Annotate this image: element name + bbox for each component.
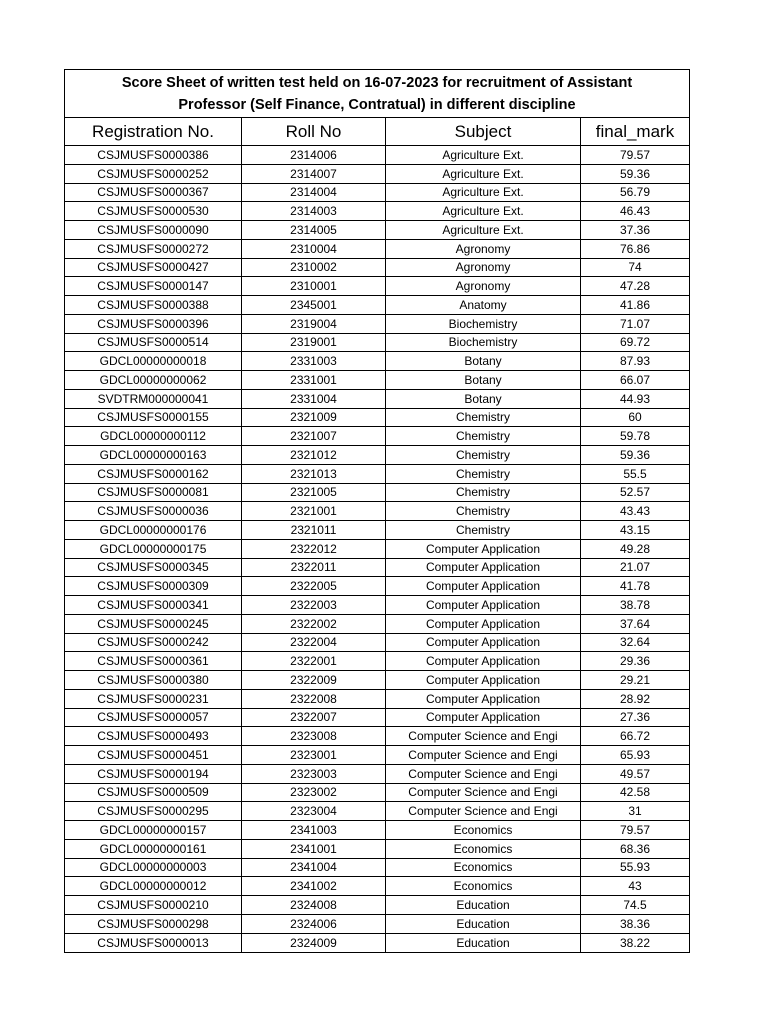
subject-cell: Economics (386, 821, 581, 839)
subject-cell: Economics (386, 859, 581, 877)
subject-cell: Computer Application (386, 540, 581, 558)
final-mark-cell: 52.57 (619, 485, 651, 500)
table-row (65, 690, 689, 709)
subject-cell: Economics (386, 877, 581, 895)
registration-no-cell: CSJMUSFS0000252 (65, 165, 242, 183)
final-mark-cell: 76.86 (619, 241, 651, 256)
table-row (65, 915, 689, 934)
roll-no-cell: 2324009 (242, 934, 386, 953)
final-mark-cell: 47.28 (619, 279, 651, 294)
registration-no-cell: CSJMUSFS0000298 (65, 915, 242, 933)
table-row (65, 409, 689, 428)
registration-no-cell: CSJMUSFS0000345 (65, 559, 242, 577)
final-mark-cell: 44.93 (619, 391, 651, 406)
final-mark-cell: 71.07 (619, 316, 651, 331)
final-mark-cell: 59.36 (619, 447, 651, 462)
registration-no-cell: CSJMUSFS0000013 (65, 934, 242, 953)
final-mark-cell: 31 (628, 804, 642, 819)
table-row (65, 896, 689, 915)
subject-cell: Biochemistry (386, 334, 581, 352)
table-row (65, 671, 689, 690)
roll-no-cell: 2322011 (242, 559, 386, 577)
table-row (65, 821, 689, 840)
subject-cell: Botany (386, 352, 581, 370)
registration-no-cell: CSJMUSFS0000155 (65, 409, 242, 427)
registration-no-cell: CSJMUSFS0000367 (65, 184, 242, 202)
final-mark-cell: 41.78 (619, 579, 651, 594)
subject-cell: Computer Application (386, 709, 581, 727)
roll-no-cell: 2323008 (242, 727, 386, 745)
table-row (65, 259, 689, 278)
table-row (65, 784, 689, 803)
registration-no-cell: CSJMUSFS0000162 (65, 465, 242, 483)
roll-no-cell: 2341001 (242, 840, 386, 858)
roll-no-cell: 2321001 (242, 502, 386, 520)
final-mark-cell: 79.57 (619, 822, 651, 837)
final-mark-cell: 42.58 (619, 785, 651, 800)
registration-no-cell: GDCL00000000018 (65, 352, 242, 370)
table-row (65, 390, 689, 409)
roll-no-cell: 2314007 (242, 165, 386, 183)
final-mark-cell: 60 (628, 410, 642, 425)
registration-no-cell: GDCL00000000003 (65, 859, 242, 877)
table-row (65, 315, 689, 334)
subject-cell: Botany (386, 390, 581, 408)
header-row (65, 118, 689, 146)
roll-no-cell: 2314006 (242, 146, 386, 164)
table-row (65, 934, 689, 953)
final-mark-cell: 27.36 (619, 710, 651, 725)
table-row (65, 746, 689, 765)
subject-cell: Agronomy (386, 240, 581, 258)
registration-no-cell: GDCL00000000112 (65, 427, 242, 445)
table-row (65, 502, 689, 521)
table-row (65, 634, 689, 653)
final-mark-cell: 56.79 (619, 185, 651, 200)
roll-no-cell: 2341002 (242, 877, 386, 895)
registration-no-cell: CSJMUSFS0000388 (65, 296, 242, 314)
table-row (65, 577, 689, 596)
roll-no-cell: 2321005 (242, 484, 386, 502)
subject-cell: Agriculture Ext. (386, 184, 581, 202)
roll-no-cell: 2345001 (242, 296, 386, 314)
final-mark-cell: 38.36 (619, 916, 651, 931)
table-row (65, 484, 689, 503)
final-mark-cell: 32.64 (619, 635, 651, 650)
registration-no-cell: CSJMUSFS0000427 (65, 259, 242, 277)
final-mark-cell: 38.78 (619, 597, 651, 612)
final-mark-cell: 55.93 (619, 860, 651, 875)
roll-no-cell: 2322009 (242, 671, 386, 689)
header-registration-no: Registration No. (65, 118, 242, 145)
registration-no-cell: CSJMUSFS0000341 (65, 596, 242, 614)
registration-no-cell: GDCL00000000157 (65, 821, 242, 839)
final-mark-cell: 46.43 (619, 204, 651, 219)
roll-no-cell: 2310004 (242, 240, 386, 258)
subject-cell: Computer Application (386, 671, 581, 689)
subject-cell: Computer Science and Engi (386, 802, 581, 820)
roll-no-cell: 2322008 (242, 690, 386, 708)
final-mark-cell: 59.36 (619, 166, 651, 181)
table-row (65, 296, 689, 315)
table-row (65, 427, 689, 446)
table-row (65, 184, 689, 203)
roll-no-cell: 2322005 (242, 577, 386, 595)
roll-no-cell: 2310002 (242, 259, 386, 277)
final-mark-cell: 43.15 (619, 522, 651, 537)
roll-no-cell: 2323002 (242, 784, 386, 802)
final-mark-cell: 43.43 (619, 504, 651, 519)
roll-no-cell: 2331001 (242, 371, 386, 389)
table-row (65, 877, 689, 896)
subject-cell: Computer Application (386, 634, 581, 652)
final-mark-cell: 29.36 (619, 654, 651, 669)
table-row (65, 840, 689, 859)
subject-cell: Agriculture Ext. (386, 146, 581, 164)
subject-cell: Agriculture Ext. (386, 221, 581, 239)
final-mark-cell: 74 (628, 260, 642, 275)
registration-no-cell: GDCL00000000176 (65, 521, 242, 539)
registration-no-cell: GDCL00000000161 (65, 840, 242, 858)
registration-no-cell: CSJMUSFS0000309 (65, 577, 242, 595)
final-mark-cell: 66.07 (619, 372, 651, 387)
subject-cell: Education (386, 896, 581, 914)
subject-cell: Agriculture Ext. (386, 202, 581, 220)
subject-cell: Botany (386, 371, 581, 389)
table-row (65, 240, 689, 259)
subject-cell: Chemistry (386, 446, 581, 464)
roll-no-cell: 2314003 (242, 202, 386, 220)
roll-no-cell: 2341003 (242, 821, 386, 839)
registration-no-cell: SVDTRM000000041 (65, 390, 242, 408)
roll-no-cell: 2322001 (242, 652, 386, 670)
final-mark-cell: 21.07 (619, 560, 651, 575)
subject-cell: Computer Science and Engi (386, 765, 581, 783)
roll-no-cell: 2322012 (242, 540, 386, 558)
final-mark-cell: 79.57 (619, 147, 651, 162)
subject-cell: Computer Science and Engi (386, 727, 581, 745)
title-line-1: Score Sheet of written test held on 16-07-2023 for recruitment of Assistant (121, 74, 633, 91)
roll-no-cell: 2321013 (242, 465, 386, 483)
score-sheet-table (64, 69, 690, 953)
subject-cell: Agronomy (386, 259, 581, 277)
registration-no-cell: GDCL00000000175 (65, 540, 242, 558)
table-row (65, 859, 689, 878)
roll-no-cell: 2322002 (242, 615, 386, 633)
table-row (65, 727, 689, 746)
final-mark-cell: 37.64 (619, 616, 651, 631)
registration-no-cell: CSJMUSFS0000380 (65, 671, 242, 689)
subject-cell: Computer Science and Engi (386, 784, 581, 802)
registration-no-cell: CSJMUSFS0000396 (65, 315, 242, 333)
final-mark-cell: 43 (628, 879, 642, 894)
roll-no-cell: 2310001 (242, 277, 386, 295)
subject-cell: Chemistry (386, 521, 581, 539)
roll-no-cell: 2321011 (242, 521, 386, 539)
subject-cell: Chemistry (386, 502, 581, 520)
table-row (65, 596, 689, 615)
table-row (65, 371, 689, 390)
final-mark-cell: 49.57 (619, 766, 651, 781)
final-mark-cell: 38.22 (619, 935, 651, 950)
roll-no-cell: 2324008 (242, 896, 386, 914)
table-row (65, 615, 689, 634)
registration-no-cell: CSJMUSFS0000295 (65, 802, 242, 820)
table-row (65, 165, 689, 184)
subject-cell: Computer Application (386, 615, 581, 633)
registration-no-cell: GDCL00000000012 (65, 877, 242, 895)
table-body (65, 146, 689, 952)
final-mark-cell: 66.72 (619, 729, 651, 744)
header-subject: Subject (386, 118, 581, 145)
subject-cell: Computer Application (386, 596, 581, 614)
registration-no-cell: CSJMUSFS0000242 (65, 634, 242, 652)
final-mark-cell: 41.86 (619, 297, 651, 312)
registration-no-cell: CSJMUSFS0000493 (65, 727, 242, 745)
table-row (65, 652, 689, 671)
roll-no-cell: 2323003 (242, 765, 386, 783)
sheet-title (65, 70, 689, 118)
registration-no-cell: CSJMUSFS0000090 (65, 221, 242, 239)
table-row (65, 465, 689, 484)
roll-no-cell: 2321009 (242, 409, 386, 427)
table-row (65, 352, 689, 371)
subject-cell: Education (386, 934, 581, 953)
final-mark-cell: 29.21 (619, 672, 651, 687)
subject-cell: Chemistry (386, 484, 581, 502)
final-mark-cell: 65.93 (619, 747, 651, 762)
roll-no-cell: 2321012 (242, 446, 386, 464)
table-row (65, 521, 689, 540)
table-row (65, 765, 689, 784)
final-mark-cell: 59.78 (619, 429, 651, 444)
header-roll-no: Roll No (242, 118, 386, 145)
registration-no-cell: CSJMUSFS0000451 (65, 746, 242, 764)
roll-no-cell: 2322004 (242, 634, 386, 652)
roll-no-cell: 2323001 (242, 746, 386, 764)
roll-no-cell: 2321007 (242, 427, 386, 445)
roll-no-cell: 2331003 (242, 352, 386, 370)
table-row (65, 446, 689, 465)
table-row (65, 559, 689, 578)
subject-cell: Computer Application (386, 690, 581, 708)
registration-no-cell: CSJMUSFS0000386 (65, 146, 242, 164)
roll-no-cell: 2314004 (242, 184, 386, 202)
subject-cell: Biochemistry (386, 315, 581, 333)
table-row (65, 277, 689, 296)
table-row (65, 221, 689, 240)
roll-no-cell: 2341004 (242, 859, 386, 877)
subject-cell: Chemistry (386, 409, 581, 427)
table-row (65, 334, 689, 353)
registration-no-cell: CSJMUSFS0000509 (65, 784, 242, 802)
roll-no-cell: 2319001 (242, 334, 386, 352)
table-row (65, 709, 689, 728)
title-line-2: Professor (Self Finance, Contratual) in different discipline (178, 96, 576, 113)
final-mark-cell: 37.36 (619, 222, 651, 237)
subject-cell: Computer Application (386, 652, 581, 670)
subject-cell: Economics (386, 840, 581, 858)
registration-no-cell: CSJMUSFS0000036 (65, 502, 242, 520)
registration-no-cell: CSJMUSFS0000210 (65, 896, 242, 914)
table-row (65, 540, 689, 559)
table-row (65, 802, 689, 821)
table-row (65, 146, 689, 165)
registration-no-cell: CSJMUSFS0000081 (65, 484, 242, 502)
roll-no-cell: 2322007 (242, 709, 386, 727)
final-mark-cell: 55.5 (623, 466, 647, 481)
header-final-mark: final_mark (595, 121, 675, 141)
subject-cell: Anatomy (386, 296, 581, 314)
registration-no-cell: GDCL00000000062 (65, 371, 242, 389)
roll-no-cell: 2322003 (242, 596, 386, 614)
registration-no-cell: CSJMUSFS0000194 (65, 765, 242, 783)
subject-cell: Agriculture Ext. (386, 165, 581, 183)
registration-no-cell: CSJMUSFS0000272 (65, 240, 242, 258)
roll-no-cell: 2319004 (242, 315, 386, 333)
final-mark-cell: 49.28 (619, 541, 651, 556)
registration-no-cell: CSJMUSFS0000057 (65, 709, 242, 727)
subject-cell: Computer Application (386, 577, 581, 595)
table-row (65, 202, 689, 221)
registration-no-cell: GDCL00000000163 (65, 446, 242, 464)
registration-no-cell: CSJMUSFS0000514 (65, 334, 242, 352)
roll-no-cell: 2331004 (242, 390, 386, 408)
roll-no-cell: 2324006 (242, 915, 386, 933)
registration-no-cell: CSJMUSFS0000231 (65, 690, 242, 708)
registration-no-cell: CSJMUSFS0000245 (65, 615, 242, 633)
subject-cell: Computer Science and Engi (386, 746, 581, 764)
subject-cell: Education (386, 915, 581, 933)
final-mark-cell: 74.5 (623, 897, 647, 912)
roll-no-cell: 2323004 (242, 802, 386, 820)
final-mark-cell: 87.93 (619, 354, 651, 369)
final-mark-cell: 28.92 (619, 691, 651, 706)
subject-cell: Agronomy (386, 277, 581, 295)
subject-cell: Computer Application (386, 559, 581, 577)
roll-no-cell: 2314005 (242, 221, 386, 239)
subject-cell: Chemistry (386, 427, 581, 445)
final-mark-cell: 68.36 (619, 841, 651, 856)
final-mark-cell: 69.72 (619, 335, 651, 350)
registration-no-cell: CSJMUSFS0000361 (65, 652, 242, 670)
subject-cell: Chemistry (386, 465, 581, 483)
registration-no-cell: CSJMUSFS0000147 (65, 277, 242, 295)
registration-no-cell: CSJMUSFS0000530 (65, 202, 242, 220)
